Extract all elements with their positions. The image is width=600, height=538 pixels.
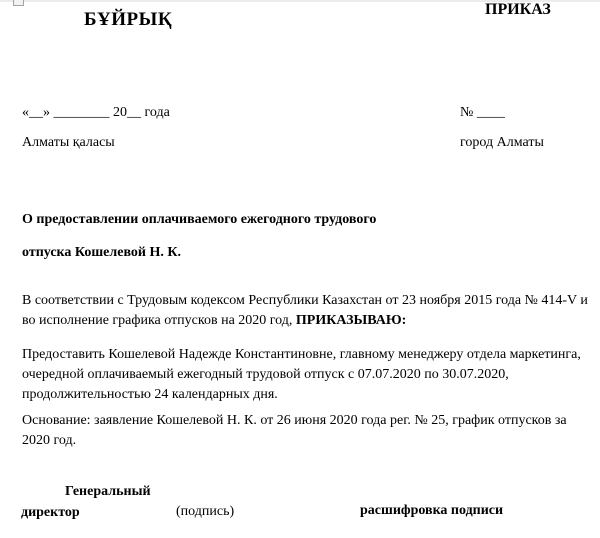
signature-placeholder-label: (подпись) xyxy=(176,504,235,519)
date-blank-line: «__» ________ 20__ года xyxy=(22,105,170,120)
preamble-text: В соответствии с Трудовым кодексом Республики Казахстан от 23 ноября 2015 года № 414-V и во исполнение графика отпусков на 2020 год, xyxy=(22,293,588,328)
signature-transcript-label: расшифровка подписи xyxy=(360,503,504,518)
order-subject-heading: О предоставлении оплачиваемого ежегодного трудового отпуска Кошелевой Н. К. xyxy=(22,212,377,260)
document-title-kk: БҰЙРЫҚ xyxy=(84,9,173,30)
city-label-ru: город Алматы xyxy=(460,135,544,150)
order-number-blank: № ____ xyxy=(460,105,505,120)
cropped-ui-artifact xyxy=(13,0,24,6)
order-keyword: ПРИКАЗЫВАЮ: xyxy=(295,313,407,328)
city-label-kk: Алматы қаласы xyxy=(22,135,115,150)
basis-paragraph: Основание: заявление Кошелевой Н. К. от 26 июня 2020 года рег. № 25, график отпусков за 2020 год. xyxy=(22,413,567,448)
order-body-paragraph: Предоставить Кошелевой Надежде Константиновне, главному менеджеру отдела маркетинга, очередной оплачиваемый ежегодный трудовой отпуск с 07.07.2020 по 30.07.2020, продолжительностью 24 календарных дня. xyxy=(22,347,581,402)
preamble-paragraph xyxy=(22,291,588,331)
document-title-ru: ПРИКАЗ xyxy=(485,1,551,18)
signatory-role-label: Генеральный директор xyxy=(21,484,151,520)
